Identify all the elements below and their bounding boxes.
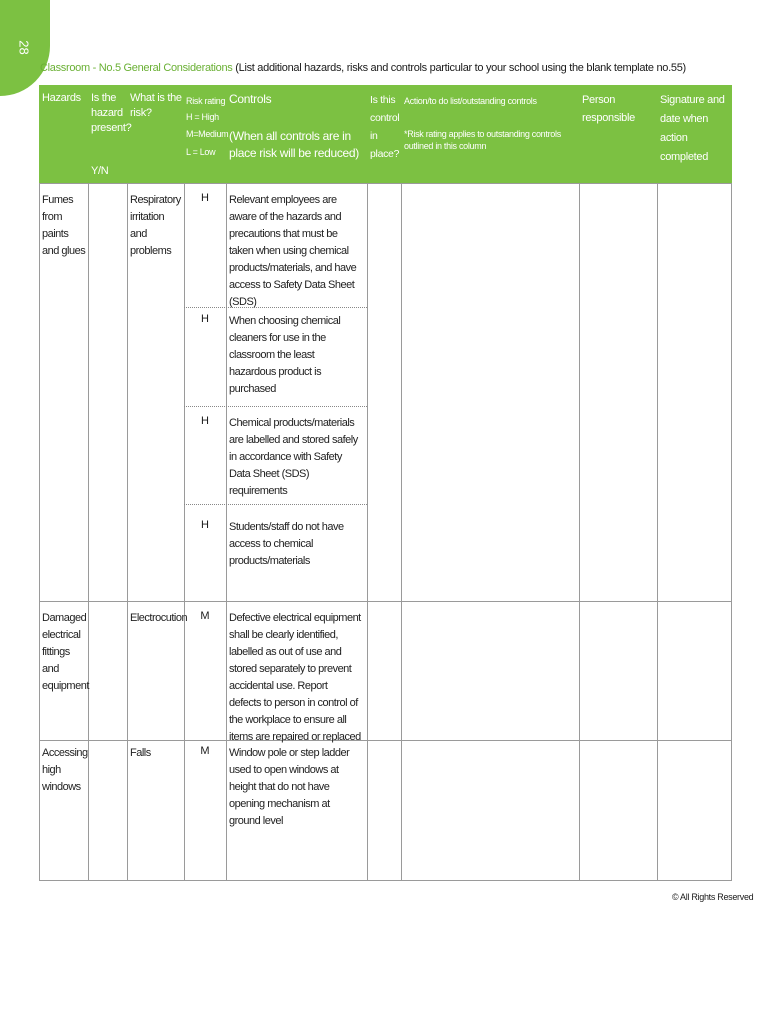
risk-rating: M <box>200 610 210 622</box>
header-controls: Controls <box>229 92 272 106</box>
control-text: Students/staff do not have access to chemical products/materials <box>229 521 344 567</box>
hazard-cell: Accessing high windows <box>42 747 88 793</box>
header-risk: What is the risk? <box>130 92 182 119</box>
hazard-cell: Damaged electrical fittings and equipment <box>42 612 89 692</box>
risk-cell: Respiratory irritation and problems <box>130 194 181 257</box>
table-body <box>39 183 732 881</box>
row-divider <box>39 740 732 741</box>
copyright: © All Rights Reserved <box>672 892 754 902</box>
page-title <box>40 62 686 74</box>
header-action-note: *Risk rating applies to outstanding controls outlined in this column <box>404 129 561 151</box>
title-instructions: (List additional hazards, risks and controls particular to your school using the blank template no.55) <box>235 62 686 74</box>
row-divider <box>39 601 732 602</box>
col-line <box>88 183 89 880</box>
col-line <box>367 183 368 880</box>
page-tab <box>0 0 50 96</box>
col-line <box>184 183 185 880</box>
col-line <box>226 183 227 880</box>
risk-cell: Electrocution <box>130 612 188 624</box>
col-line <box>127 183 128 880</box>
hazard-cell: Fumes from paints and glues <box>42 194 86 257</box>
col-line <box>579 183 580 880</box>
col-line <box>731 183 732 880</box>
header-yn: Y/N <box>91 165 109 177</box>
risk-rating: H <box>201 415 209 427</box>
col-line <box>657 183 658 880</box>
risk-rating: H <box>201 313 209 325</box>
header-in-place: Is this control in place? <box>370 94 400 160</box>
header-hazard-present: Is the hazard present? <box>91 92 132 134</box>
header-rating-medium: M=Medium <box>186 129 229 139</box>
control-text: When choosing chemical cleaners for use in the classroom the least hazardous product is purchased <box>229 315 341 395</box>
header-rating-high: H = High <box>186 112 219 122</box>
header-action: Action/to do list/outstanding controls <box>404 96 537 106</box>
header-controls-note: (When all controls are in place risk will be reduced) <box>229 129 359 160</box>
risk-cell: Falls <box>130 747 151 759</box>
header-hazards: Hazards <box>42 92 81 104</box>
page-number: 28 <box>16 40 32 55</box>
header-rating-low: L = Low <box>186 147 216 157</box>
title-section: Classroom - No.5 General Considerations <box>40 62 233 74</box>
header-person: Person responsible <box>582 94 635 124</box>
sub-row-divider <box>184 406 367 407</box>
sub-row-divider <box>184 504 367 505</box>
risk-rating: H <box>201 519 209 531</box>
control-text: Defective electrical equipment shall be clearly identified, labelled as out of use and stored separately to prevent accidental use. Report defects to person in control of the workplace to ensure all items are repaired or replaced <box>229 612 361 743</box>
risk-rating: M <box>200 745 210 757</box>
risk-rating: H <box>201 192 209 204</box>
header-rating: Risk rating <box>186 96 226 106</box>
control-text: Relevant employees are aware of the hazards and precautions that must be taken when using chemical products/materials, and have access to Safety Data Sheet (SDS) <box>229 194 357 308</box>
control-text: Chemical products/materials are labelled and stored safely in accordance with Safety Data Sheet (SDS) requirements <box>229 417 358 497</box>
col-line <box>39 183 40 880</box>
header-signature: Signature and date when action completed <box>660 94 725 163</box>
col-line <box>401 183 402 880</box>
control-text: Window pole or step ladder used to open windows at height that do not have opening mechanism at ground level <box>229 747 350 827</box>
